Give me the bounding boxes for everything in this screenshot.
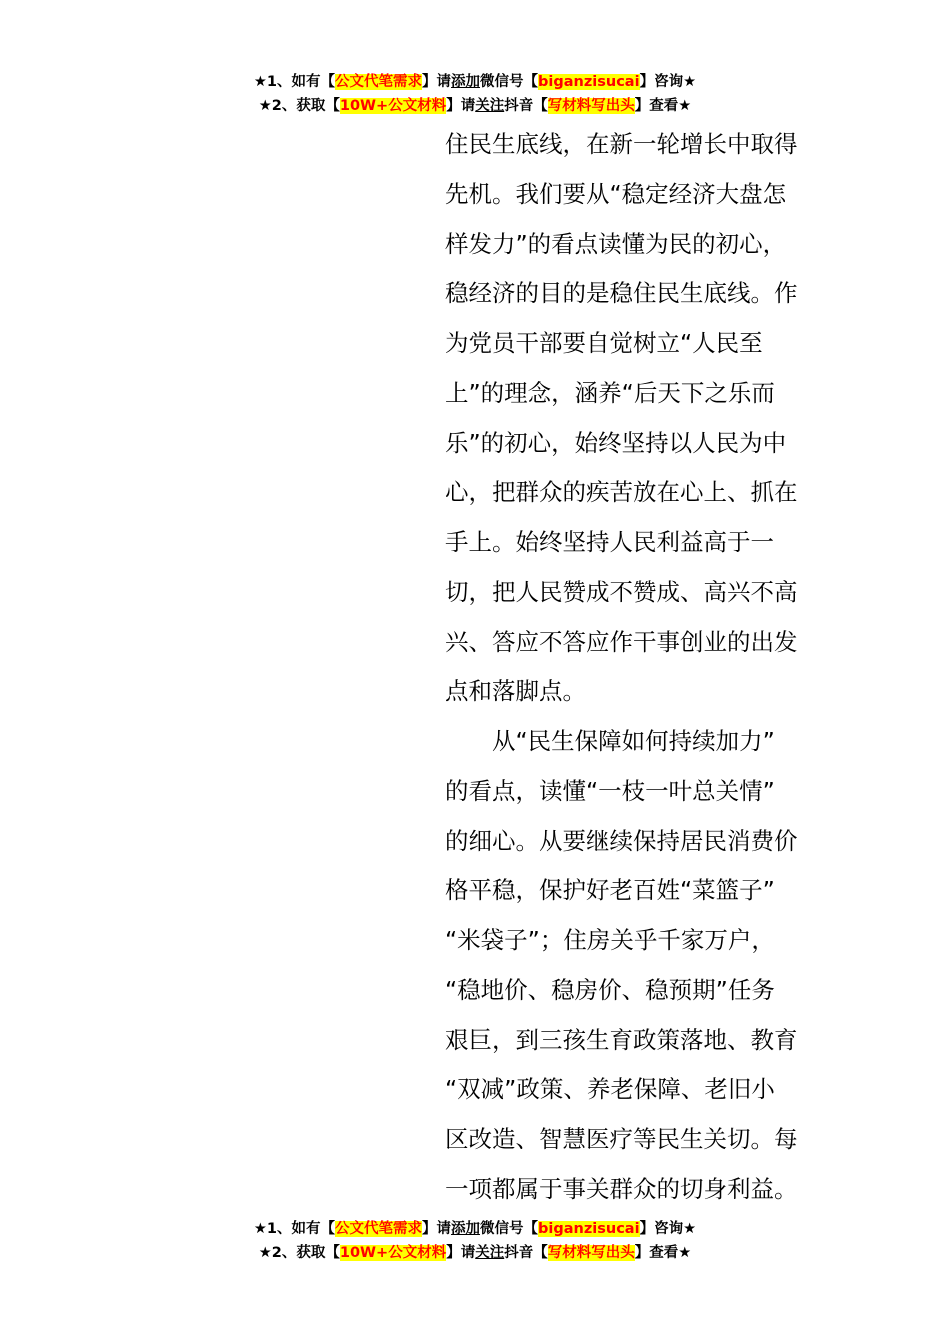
text-line: 住民生底线，在新一轮增长中取得 — [445, 130, 798, 158]
highlight-text: 10W+公文材料 — [339, 98, 447, 114]
banner-line-1: ★1、如有【公文代笔需求】请添加微信号【biganzisucai】咨询★ — [253, 1221, 697, 1237]
highlight-text: 10W+公文材料 — [339, 1245, 447, 1261]
text-line: 的看点，读懂“一枝一叶总关情” — [445, 776, 775, 805]
text-line: “米袋子”；住房关乎千家万户， — [445, 926, 775, 954]
wechat-id: biganzisucai — [538, 1221, 640, 1237]
header-banner — [0, 70, 950, 118]
highlight-text: 公文代笔需求 — [335, 74, 423, 90]
banner-line-1: ★1、如有【公文代笔需求】请添加微信号【biganzisucai】咨询★ — [253, 74, 697, 90]
text-line: 乐”的初心，始终坚持以人民为中 — [445, 428, 787, 457]
text-line: 先机。我们要从“稳定经济大盘怎 — [445, 179, 787, 208]
underlined-text: 关注 — [475, 98, 505, 114]
text-line: “稳地价、稳房价、稳预期”任务 — [445, 975, 775, 1004]
underlined-text: 添加 — [451, 74, 481, 90]
text-line: 区改造、智慧医疗等民生关切。每 — [445, 1125, 798, 1153]
text-line: 的细心。从要继续保持居民消费价 — [445, 826, 798, 855]
douyin-account: 写材料写出头 — [547, 1245, 635, 1261]
text-line: 格平稳，保护好老百姓“菜篮子” — [445, 876, 775, 905]
banner-line-2: ★2、获取【10W+公文材料】请关注抖音【写材料写出头】查看★ — [258, 1245, 692, 1261]
footer-banner — [0, 1217, 950, 1265]
highlight-text: 公文代笔需求 — [335, 1221, 423, 1237]
paragraph-start-line: 从“民生保障如何持续加力” — [492, 727, 775, 755]
text-line: 切，把人民赞成不赞成、高兴不高 — [445, 577, 798, 606]
underlined-text: 添加 — [451, 1221, 481, 1237]
douyin-account: 写材料写出头 — [547, 98, 635, 114]
text-line: 一项都属于事关群众的切身利益。 — [445, 1174, 798, 1203]
text-line: 兴、答应不答应作干事创业的出发 — [445, 627, 798, 656]
text-line: 为党员干部要自觉树立“人民至 — [445, 329, 763, 357]
document-body — [445, 120, 810, 1215]
text-line: “双减”政策、养老保障、老旧小 — [445, 1075, 775, 1104]
wechat-id: biganzisucai — [538, 74, 640, 90]
banner-line-2: ★2、获取【10W+公文材料】请关注抖音【写材料写出头】查看★ — [258, 98, 692, 114]
text-line: 手上。始终坚持人民利益高于一 — [445, 528, 774, 556]
text-line: 心，把群众的疾苦放在心上、抓在 — [445, 478, 798, 507]
text-line: 稳经济的目的是稳住民生底线。作 — [445, 279, 798, 308]
text-line: 样发力”的看点读懂为民的初心， — [445, 229, 787, 258]
text-line: 上”的理念，涵养“后天下之乐而 — [445, 378, 775, 407]
text-line: 艰巨，到三孩生育政策落地、教育 — [445, 1025, 798, 1054]
underlined-text: 关注 — [475, 1245, 505, 1261]
text-line: 点和落脚点。 — [445, 677, 586, 706]
